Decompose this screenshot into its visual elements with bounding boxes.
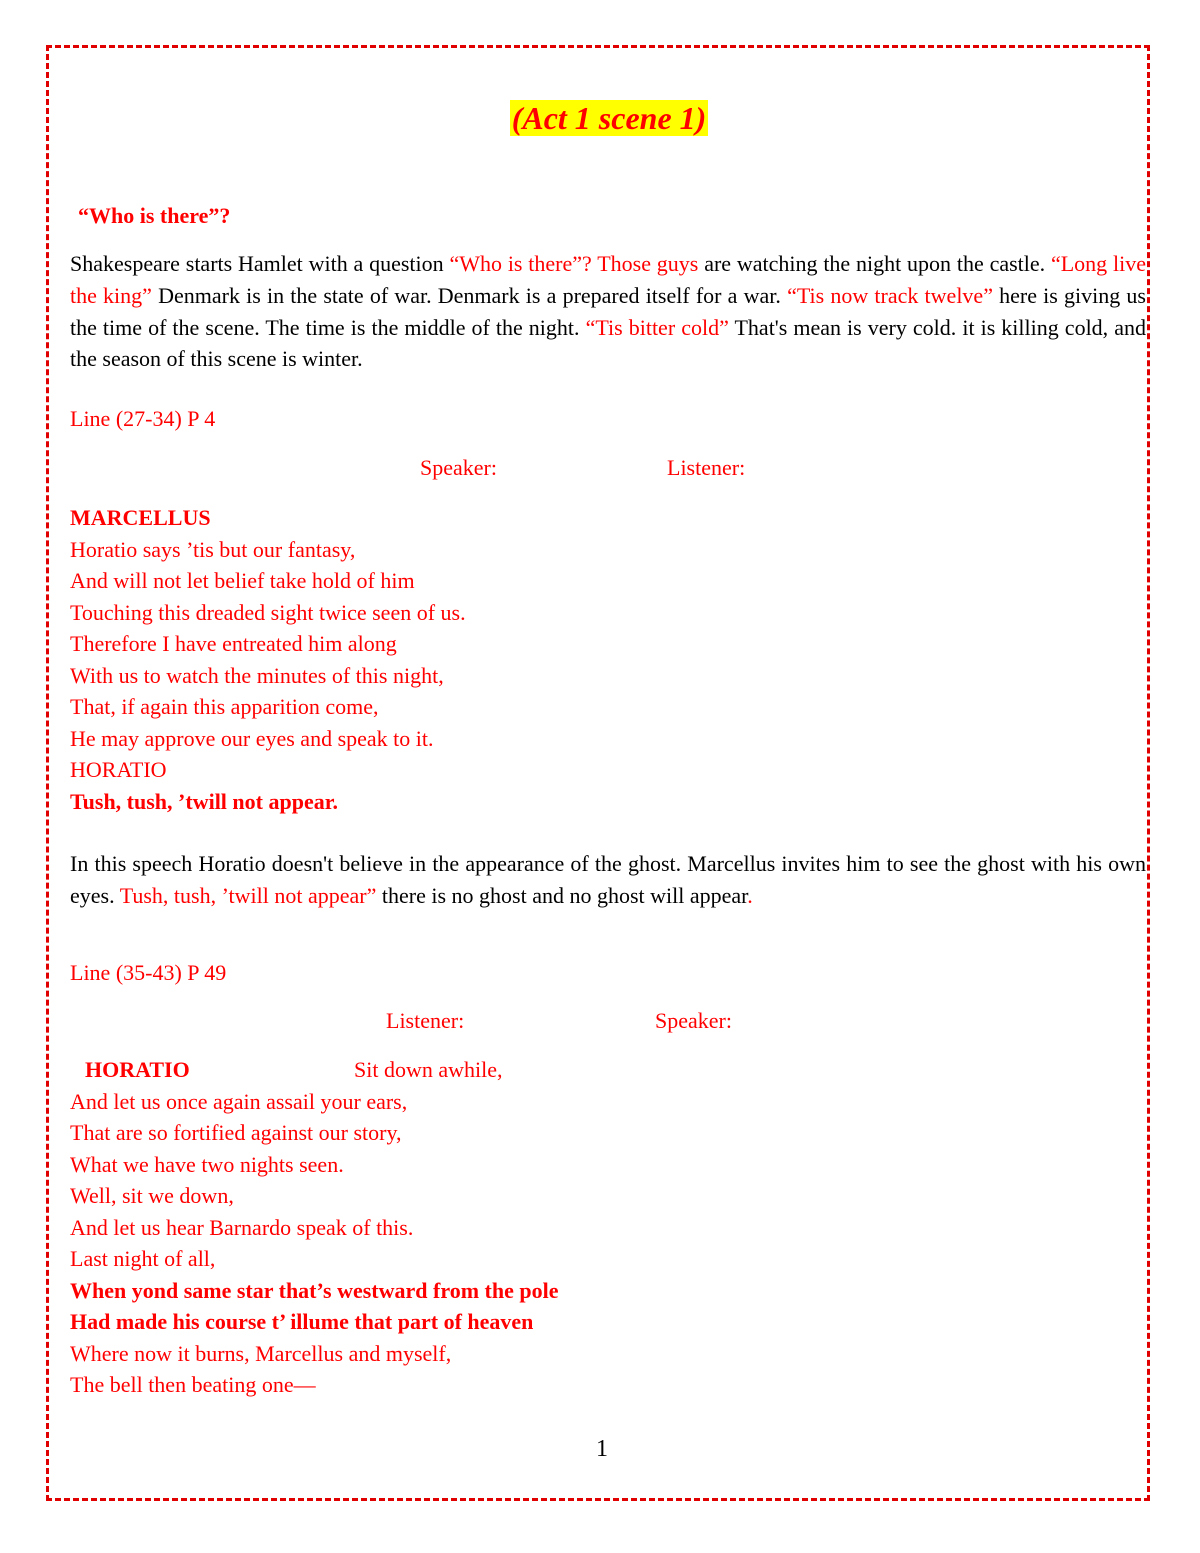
speaker-label-1: Speaker: xyxy=(420,455,497,480)
verse-line: Last night of all, xyxy=(70,1246,216,1271)
listener-label-2: Listener: xyxy=(386,1008,465,1033)
speech-marcellus xyxy=(70,502,466,817)
verse-line: And let us once again assail your ears, xyxy=(70,1088,408,1114)
title-highlight: (Act 1 scene 1) xyxy=(511,100,707,136)
verse-line: Therefore I have entreated him along xyxy=(70,631,397,656)
verse-line: Sit down awhile, xyxy=(354,1057,503,1082)
para2-quote-1: Tush, tush, ’twill not appear” xyxy=(119,882,377,908)
speaker-name-marcellus: MARCELLUS xyxy=(70,505,211,530)
page-title xyxy=(70,100,1148,137)
page-number: 1 xyxy=(596,1436,608,1462)
paragraph-intro xyxy=(70,248,1146,375)
question-heading: “Who is there”? xyxy=(78,203,231,228)
para2-text-2: there is no ghost and no ghost will appear xyxy=(376,882,748,908)
verse-line: Touching this dreaded sight twice seen of us. xyxy=(70,599,466,625)
para1-quote-4: “Tis bitter cold” xyxy=(585,314,729,340)
listener-label-1: Listener: xyxy=(667,455,746,480)
para1-text-2: are watching the night upon the castle. xyxy=(698,251,1051,276)
verse-line: He may approve our eyes and speak to it. xyxy=(70,725,434,751)
verse-line: What we have two nights seen. xyxy=(70,1151,344,1177)
line-reference-2: Line (35-43) P 49 xyxy=(70,960,227,985)
para1-quote-1: “Who is there”? Those guys xyxy=(449,251,699,276)
speaker-name-horatio: HORATIO xyxy=(85,1057,190,1082)
verse-line: Horatio says ’tis but our fantasy, xyxy=(70,536,356,562)
verse-line-bold: Had made his course t’ illume that part of heaven xyxy=(70,1309,534,1334)
verse-line: That are so fortified against our story, xyxy=(70,1120,402,1145)
para1-quote-2: “Long live the king” xyxy=(70,251,1146,308)
reply-name-horatio: HORATIO xyxy=(70,757,167,782)
verse-line: The bell then beating one— xyxy=(70,1372,316,1397)
verse-first-line xyxy=(70,1054,558,1086)
verse-line: And let us hear Barnardo speak of this. xyxy=(70,1214,414,1240)
para1-text-4: here is giving us the time of the scene. The time is the middle of the night. xyxy=(70,282,1146,340)
para2-text-1: In this speech Horatio doesn't believe in the appearance of the ghost. Marcellus invites him to see the ghost with his own eyes. xyxy=(70,851,1146,908)
para2-period: . xyxy=(747,882,753,908)
verse-line-bold: When yond same star that’s westward from the pole xyxy=(70,1277,559,1303)
verse-line: With us to watch the minutes of this night, xyxy=(70,662,444,688)
speech-horatio xyxy=(70,1054,558,1401)
line-reference-1: Line (27-34) P 4 xyxy=(70,406,216,431)
para1-text-1: Shakespeare starts Hamlet with a question xyxy=(70,251,450,276)
para1-quote-3: “Tis now track twelve” xyxy=(787,282,993,308)
speaker-label-2: Speaker: xyxy=(655,1008,732,1033)
para1-text-3: Denmark is in the state of war. Denmark is a prepared itself for a war. xyxy=(151,282,788,308)
verse-line: That, if again this apparition come, xyxy=(70,694,379,719)
paragraph-analysis xyxy=(70,848,1146,912)
verse-line: Where now it burns, Marcellus and myself, xyxy=(70,1340,452,1366)
para1-text-5: That's mean is very cold. it is killing cold, and the season of this scene is winter. xyxy=(70,314,1146,372)
verse-line: Well, sit we down, xyxy=(70,1183,234,1208)
reply-line: Tush, tush, ’twill not appear. xyxy=(70,788,338,814)
verse-line: And will not let belief take hold of him xyxy=(70,568,415,593)
